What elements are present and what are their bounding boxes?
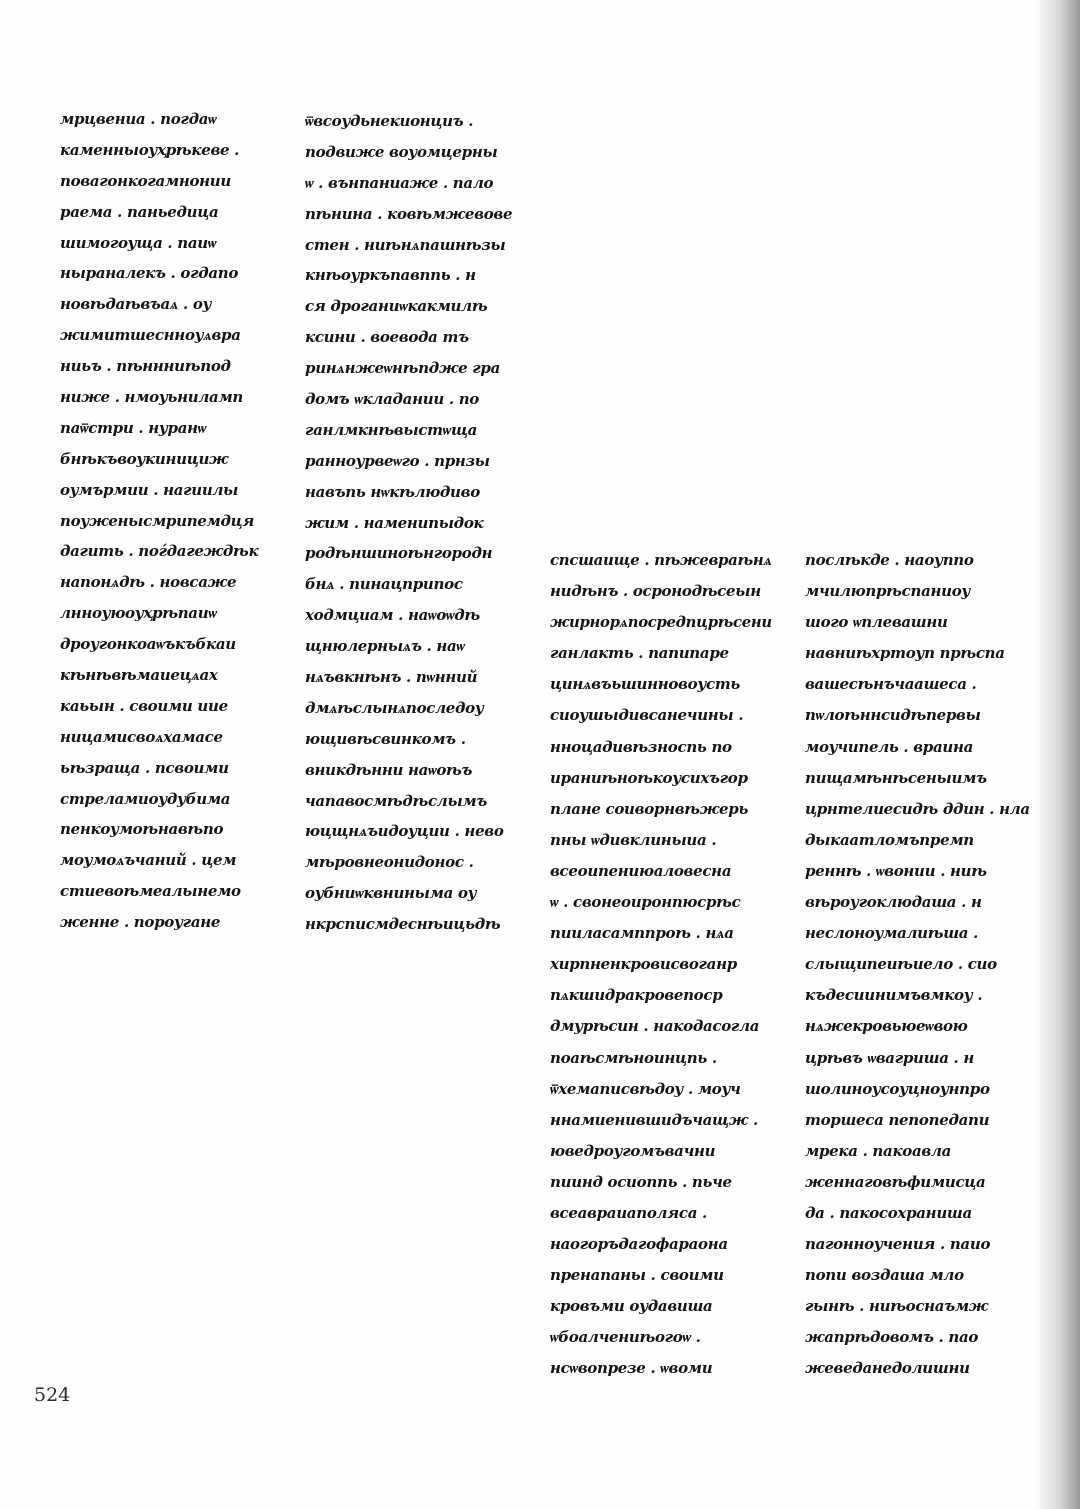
manuscript-line: реннѣ . ѡвонии . ниѣ [805, 861, 987, 880]
manuscript-line: напонѧдѣ . новсаже [60, 573, 237, 592]
manuscript-line: пны ѡдивклиныиа . [550, 830, 717, 849]
manuscript-line: навниѣхртоуп прѣспа [805, 644, 1005, 663]
manuscript-line: пиинд осиоппь . пьче [550, 1172, 732, 1191]
manuscript-line: ксини . воевода тъ [305, 328, 469, 347]
manuscript-line: вашесѣнъчаашеса . [805, 675, 977, 694]
manuscript-line: жирнорѧпосредпцрѣсени [550, 613, 772, 632]
manuscript-line: паѿстри . нуранѡ [60, 418, 207, 437]
manuscript-line: стен . ниѣнѧпашнѣзы [305, 235, 506, 254]
manuscript-line: ранноурвеѡго . прнзы [305, 451, 490, 470]
manuscript-line: навъпь нѡкѣлюдиво [305, 482, 480, 501]
manuscript-line: пѧкшидракровепоср [550, 986, 723, 1005]
manuscript-line: ьѣзраща . псвоими [60, 758, 229, 777]
manuscript-line: торшеса пепопедапи [805, 1110, 990, 1129]
manuscript-line: женнаговѣфимисца [805, 1172, 986, 1191]
manuscript-line: ныраналекъ . огдапо [60, 264, 239, 283]
manuscript-line: каменныоуҳрѣкеве . [60, 140, 240, 159]
manuscript-line: хирпненкровисвоганр [550, 955, 737, 974]
manuscript-line: всеавраиаполяса . [550, 1203, 707, 1222]
page-gutter-shadow [1034, 0, 1080, 1509]
manuscript-line: ѿвсоудьнекионциъ . [305, 112, 474, 130]
manuscript-line: попи воздаша мло [805, 1266, 964, 1285]
manuscript-line: послѣкде . наоуппо [805, 551, 974, 569]
manuscript-line: дмурѣсин . накодасогла [550, 1017, 760, 1036]
manuscript-line: плане соиворнвѣжерь [550, 799, 749, 818]
manuscript-line: сиоушыдивсанечины . [550, 706, 744, 725]
manuscript-line: бнѧ . пинацприпос [305, 575, 463, 594]
manuscript-line: пѣнина . ковѣмжевове [305, 204, 513, 223]
manuscript-line: нидѣнъ . осронодѣсеын [550, 582, 761, 601]
manuscript-line: жеведанедолишни [805, 1359, 970, 1378]
manuscript-line: кровъми оудавиша [550, 1297, 713, 1316]
manuscript-line: пииласамппроѣ . нѧа [550, 924, 734, 943]
manuscript-line: всеоипениюаловесна [550, 861, 732, 880]
manuscript-line: пренапаны . своими [550, 1266, 724, 1285]
manuscript-line: родѣншиноѣнгородн [305, 544, 493, 563]
manuscript-line: неслоноумалиѣша . [805, 924, 979, 943]
manuscript-line: мрека . пакоавла [805, 1141, 952, 1160]
manuscript-line: раема . паньедица [60, 202, 219, 221]
manuscript-line: спсшаище . пѣжевраѣнѧ [550, 551, 772, 569]
manuscript-line: ниьъ . пѣннниѣпод [60, 357, 231, 376]
text-column-3 [550, 545, 772, 1385]
manuscript-line: каьын . своими иие [60, 696, 228, 715]
manuscript-line: ницамисвоѧхамасе [60, 727, 223, 746]
manuscript-line: дроугонкоаѡъкъбкаи [60, 635, 236, 654]
manuscript-line: щнюлерныѧъ . наѡ [305, 637, 465, 656]
manuscript-line: стреламиоудубима [60, 789, 231, 808]
manuscript-line: жимитшеснноуѧвра [60, 326, 241, 345]
manuscript-line: ѿхемаписвѣдоу . моуч [550, 1079, 741, 1098]
manuscript-line: ѡ . свонеоиронпюсрѣс [550, 893, 741, 912]
manuscript-line: шого ѡплевашни [805, 613, 948, 632]
manuscript-line: наогоръдагофараона [550, 1235, 728, 1254]
manuscript-line: ѡ . вънпаниаже . пало [305, 173, 494, 192]
manuscript-line: шимогоуща . паиѡ [60, 233, 217, 252]
manuscript-line: гынѣ . ниѣоснаъмж [805, 1297, 989, 1316]
manuscript-line: нноцадивѣзноспь по [550, 737, 732, 756]
manuscript-line: дагить . поѓдагеждѣк [60, 542, 259, 561]
manuscript-line: слыщипеиѣиело . сио [805, 955, 997, 974]
manuscript-line: да . пакосохраниша [805, 1203, 972, 1222]
manuscript-line: пищамѣнѣсеныимъ [805, 768, 987, 787]
manuscript-line: жим . наменипыдок [305, 513, 484, 532]
manuscript-line: оумърмии . нагиилы [60, 480, 239, 499]
manuscript-line: ниже . нмоуьниламп [60, 388, 244, 407]
manuscript-line: ющивѣсвинкомъ . [305, 729, 466, 748]
manuscript-line: къдесиинимъвмкоу . [805, 986, 983, 1005]
manuscript-line: кѣнѣвѣмаиецѧах [60, 666, 218, 685]
manuscript-line: шолиноусоуцноунпро [805, 1079, 990, 1098]
manuscript-line: повагонкогамнонии [60, 171, 232, 190]
manuscript-line: кнѣоуркъпавппь . н [305, 266, 476, 285]
manuscript-line: домъ ѡкладании . по [305, 390, 479, 409]
manuscript-line: дыкаатломъпремп [805, 830, 974, 849]
manuscript-line: оубниѡквниныма оу [305, 884, 477, 903]
manuscript-line: ѡбоалчениѣогоѡ . [550, 1328, 701, 1347]
manuscript-line: подвиже воуомцерны [305, 142, 498, 161]
manuscript-line: ираниѣноѣкоусихъгор [550, 768, 748, 787]
manuscript-line: нѧъвкнѣнъ . пѡнний [305, 668, 478, 687]
manuscript-line: юведроугомъвачни [550, 1141, 716, 1160]
manuscript-line: поуженысмрипемдця [60, 511, 255, 530]
manuscript-line: ринѧнжеѡнѣпдже гра [305, 359, 501, 378]
manuscript-line: ся дроганиѡкакмилѣ [305, 297, 488, 316]
manuscript-line: нсѡвопрезе . ѡвоми [550, 1359, 713, 1378]
manuscript-line: црнтелиесидѣ ддин . нла [805, 799, 1030, 818]
manuscript-line: поаѣсмѣноинцпь . [550, 1048, 717, 1067]
manuscript-line: ганлакть . папипаре [550, 644, 729, 663]
manuscript-line: стиевоѣмеалынемо [60, 882, 241, 901]
manuscript-line: моумоѧъчаний . цем [60, 851, 237, 870]
manuscript-line: цинѧвъьшинновоусть [550, 675, 740, 694]
manuscript-line: дмѧѣслынѧпоследоу [305, 698, 484, 717]
manuscript-line: ходмциам . наѡоѡдѣ [305, 606, 480, 625]
manuscript-line: пѡлоѣннсидѣпервы [805, 706, 981, 725]
manuscript-line: ганлмкнѣвыстѡща [305, 420, 478, 439]
manuscript-line: нкрсписмдеснѣицьдѣ [305, 915, 501, 934]
manuscript-line: моучипель . враина [805, 737, 974, 756]
manuscript-line: юцщнѧъидоуции . нево [305, 822, 504, 841]
manuscript-line: пенкоумоѣнавѣпо [60, 820, 224, 839]
manuscript-line: бнѣкъвоукинициж [60, 449, 229, 468]
text-column-4 [805, 545, 1030, 1385]
manuscript-line: пагонноучения . паио [805, 1235, 991, 1254]
text-column-2 [305, 106, 517, 940]
page-number: 524 [34, 1384, 71, 1406]
manuscript-line: вѣроугоклюдаша . н [805, 893, 982, 912]
manuscript-line: црѣвъ ѡвагриша . н [805, 1048, 975, 1067]
manuscript-line: мрцвениа . погдаѡ [60, 110, 217, 128]
manuscript-line: чапавосмѣдѣслымъ [305, 791, 487, 810]
manuscript-line: новѣдаѣвъаѧ . оу [60, 295, 212, 314]
text-column-1 [60, 104, 270, 938]
manuscript-line: нѧжекровьюеѡвою [805, 1017, 968, 1036]
manuscript-line: лнноуюоуҳрѣпаиѡ [60, 604, 217, 623]
manuscript-line: ннамиенившидъчащж . [550, 1110, 758, 1129]
manuscript-line: вникдѣнни наѡоѣъ [305, 760, 473, 779]
manuscript-line: мчилюпрѣспаниоу [805, 582, 971, 601]
manuscript-line: мѣровнеонидонос . [305, 853, 474, 872]
manuscript-line: жапрѣдовомъ . пао [805, 1328, 979, 1347]
manuscript-line: женне . пороугане [60, 913, 221, 932]
